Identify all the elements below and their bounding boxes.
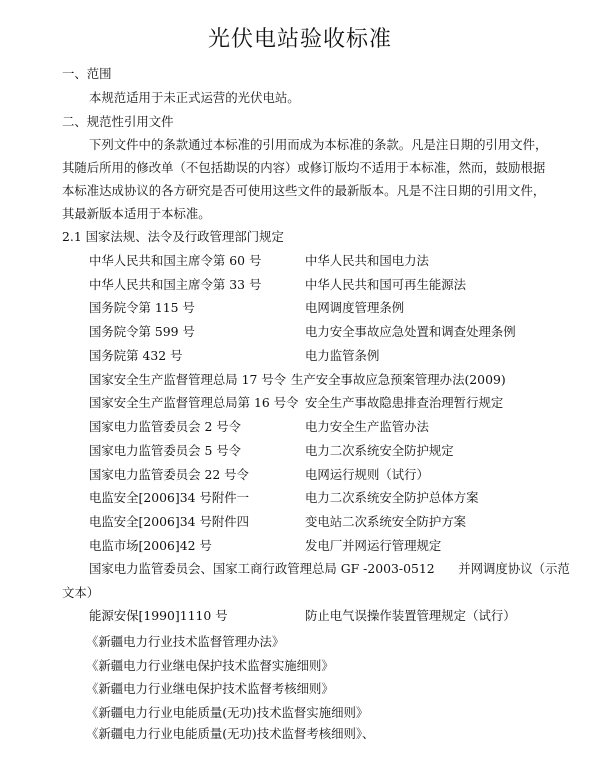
reg-row [89, 277, 549, 293]
reg-title: 生产安全事故应急预案管理办法(2009) [291, 372, 506, 387]
reg-number: 国务院第 432 号 [89, 348, 183, 363]
reg-number: 国务院令第 115 号 [89, 300, 195, 315]
reg-row [89, 253, 549, 269]
reg-number: 国家电力监管委员会 5 号令 [89, 443, 242, 458]
reg-title: 电力二次系统安全防护总体方案 [305, 490, 479, 505]
section-2-heading: 二、规范性引用文件 [62, 114, 174, 129]
reg-title: 中华人民共和国可再生能源法 [305, 277, 467, 292]
reg-row [89, 443, 549, 459]
reg-row [89, 514, 549, 530]
long-reference-continuation: 文本） [62, 585, 100, 600]
section-2-1-heading: 2.1 国家法规、法令及行政管理部门规定 [62, 229, 284, 244]
reg-row [89, 324, 549, 340]
reg-title: 电网调度管理条例 [305, 300, 405, 315]
reg-row [89, 300, 549, 316]
reg-number: 国家安全生产监督管理总局第 16 号令 [89, 395, 299, 410]
reg-number: 电监安全[2006]34 号附件四 [89, 514, 250, 529]
section-1-heading: 一、范围 [62, 66, 112, 81]
reg-row [89, 490, 549, 506]
reg-title: 中华人民共和国电力法 [305, 253, 429, 268]
reg-number: 能源安保[1990]1110 号 [89, 608, 228, 623]
book-reference: 《新疆电力行业继电保护技术监督考核细则》 [86, 681, 334, 696]
reg-title: 电力二次系统安全防护规定 [305, 443, 454, 458]
reg-number: 中华人民共和国主席令第 60 号 [89, 253, 262, 268]
reg-row [89, 372, 549, 388]
reg-number: 国家安全生产监督管理总局 17 号令 [89, 372, 287, 387]
reg-title: 变电站二次系统安全防护方案 [305, 514, 467, 529]
book-reference: 《新疆电力行业继电保护技术监督实施细则》 [86, 658, 334, 673]
reg-row [89, 608, 549, 624]
reg-row [89, 395, 549, 411]
reg-number: 国家电力监管委员会 22 号令 [89, 467, 249, 482]
reg-title: 电力安全事故应急处置和调查处理条例 [305, 324, 516, 339]
reg-number: 国家电力监管委员会 2 号令 [89, 419, 242, 434]
reg-row [89, 467, 549, 483]
reg-number: 电监市场[2006]42 号 [89, 538, 212, 553]
paragraph-line-1: 下列文件中的条款通过本标准的引用而成为本标准的条款。凡是注日期的引用文件， [89, 137, 548, 152]
reg-title: 发电厂并网运行管理规定 [305, 538, 442, 553]
book-reference: 《新疆电力行业电能质量(无功)技术监督考核细则》、 [86, 726, 375, 741]
reg-row [89, 419, 549, 435]
reg-title: 电力安全生产监管办法 [305, 419, 429, 434]
reg-title: 电力监管条例 [305, 348, 380, 363]
reg-number: 电监安全[2006]34 号附件一 [89, 490, 250, 505]
paragraph-line-3: 本标准达成协议的各方研究是否可使用这些文件的最新版本。凡是不注日期的引用文件， [62, 183, 546, 198]
page-title: 光伏电站验收标准 [207, 27, 392, 52]
section-1-text: 本规范适用于未正式运营的光伏电站。 [89, 90, 300, 105]
reg-number: 中华人民共和国主席令第 33 号 [89, 277, 262, 292]
reg-number: 国务院令第 599 号 [89, 324, 195, 339]
long-reference-line: 国家电力监管委员会、国家工商行政管理总局 GF -2003-0512 并网调度协议（示范 [89, 561, 570, 576]
paragraph-line-2: 其随后所用的修改单（不包括勘误的内容）或修订版均不适用于本标准，然而，鼓励根据 [62, 160, 546, 175]
reg-title: 安全生产事故隐患排查治理暂行规定 [305, 395, 504, 410]
book-reference: 《新疆电力行业技术监督管理办法》 [86, 634, 285, 649]
paragraph-line-4: 其最新版本适用于本标准。 [62, 206, 211, 221]
reg-title: 防止电气误操作装置管理规定（试行） [305, 608, 516, 623]
reg-row [89, 538, 549, 554]
book-reference: 《新疆电力行业电能质量(无功)技术监督实施细则》 [86, 705, 369, 720]
reg-title: 电网运行规则（试行） [305, 467, 429, 482]
reg-row [89, 348, 549, 364]
